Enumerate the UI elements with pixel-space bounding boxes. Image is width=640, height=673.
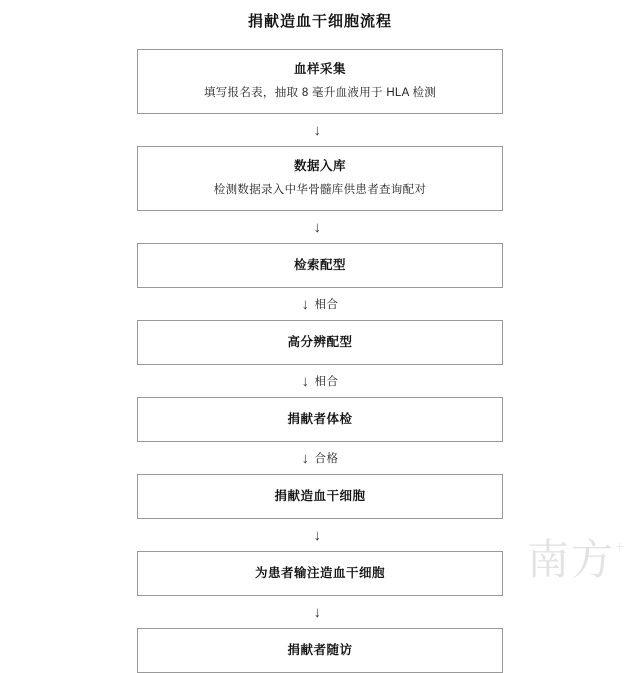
- arrow-down-icon: ↓: [313, 526, 322, 544]
- page-title: 捐献造血干细胞流程: [247, 13, 392, 30]
- flow-node-infuse-to-patient: [137, 551, 503, 596]
- flow-node-search-matching: [137, 243, 503, 288]
- flow-connector-4: [302, 365, 339, 397]
- flow-node-high-resolution-typing: [137, 320, 503, 365]
- flow-node-donor-followup: [137, 628, 503, 673]
- flow-connector-2: [314, 211, 327, 243]
- flow-connector-label: 合格: [314, 453, 339, 465]
- flow-node-description: 填写报名表，抽取 8 毫升血液用于 HLA 检测: [203, 87, 437, 99]
- watermark: [527, 540, 626, 582]
- flow-connector-5: [302, 442, 339, 474]
- flow-connector-label: 相合: [314, 299, 339, 311]
- flow-connector-label: 相合: [314, 376, 339, 388]
- arrow-down-icon: ↓: [313, 603, 322, 621]
- watermark-plus: +: [614, 539, 626, 556]
- flow-node-title: 检索配型: [293, 258, 346, 272]
- flow-node-title: 高分辨配型: [287, 335, 353, 349]
- flow-connector-3: [302, 288, 339, 320]
- arrow-down-icon: ↓: [313, 121, 322, 139]
- flow-node-donate-stem-cells: [137, 474, 503, 519]
- flow-connector-6: [314, 519, 327, 551]
- flow-node-title: 捐献者随访: [287, 643, 353, 657]
- flow-connector-7: [314, 596, 327, 628]
- flow-node-title: 数据入库: [293, 159, 346, 173]
- flow-node-title: 血样采集: [293, 62, 346, 76]
- arrow-down-icon: ↓: [301, 449, 310, 467]
- flow-node-blood-collection: [137, 49, 503, 114]
- arrow-down-icon: ↓: [301, 295, 310, 313]
- flow-node-description: 检测数据录入中华骨髓库供患者查询配对: [213, 184, 427, 196]
- arrow-down-icon: ↓: [313, 218, 322, 236]
- flow-node-data-entry: [137, 146, 503, 211]
- flow-node-title: 为患者输注造血干细胞: [254, 566, 385, 580]
- flow-connector-1: [314, 114, 327, 146]
- flow-node-title: 捐献者体检: [287, 412, 353, 426]
- arrow-down-icon: ↓: [301, 372, 310, 390]
- flowchart: [137, 49, 503, 673]
- flow-node-donor-physical-exam: [137, 397, 503, 442]
- watermark-text: 南方: [526, 538, 615, 584]
- flow-node-title: 捐献造血干细胞: [274, 489, 366, 503]
